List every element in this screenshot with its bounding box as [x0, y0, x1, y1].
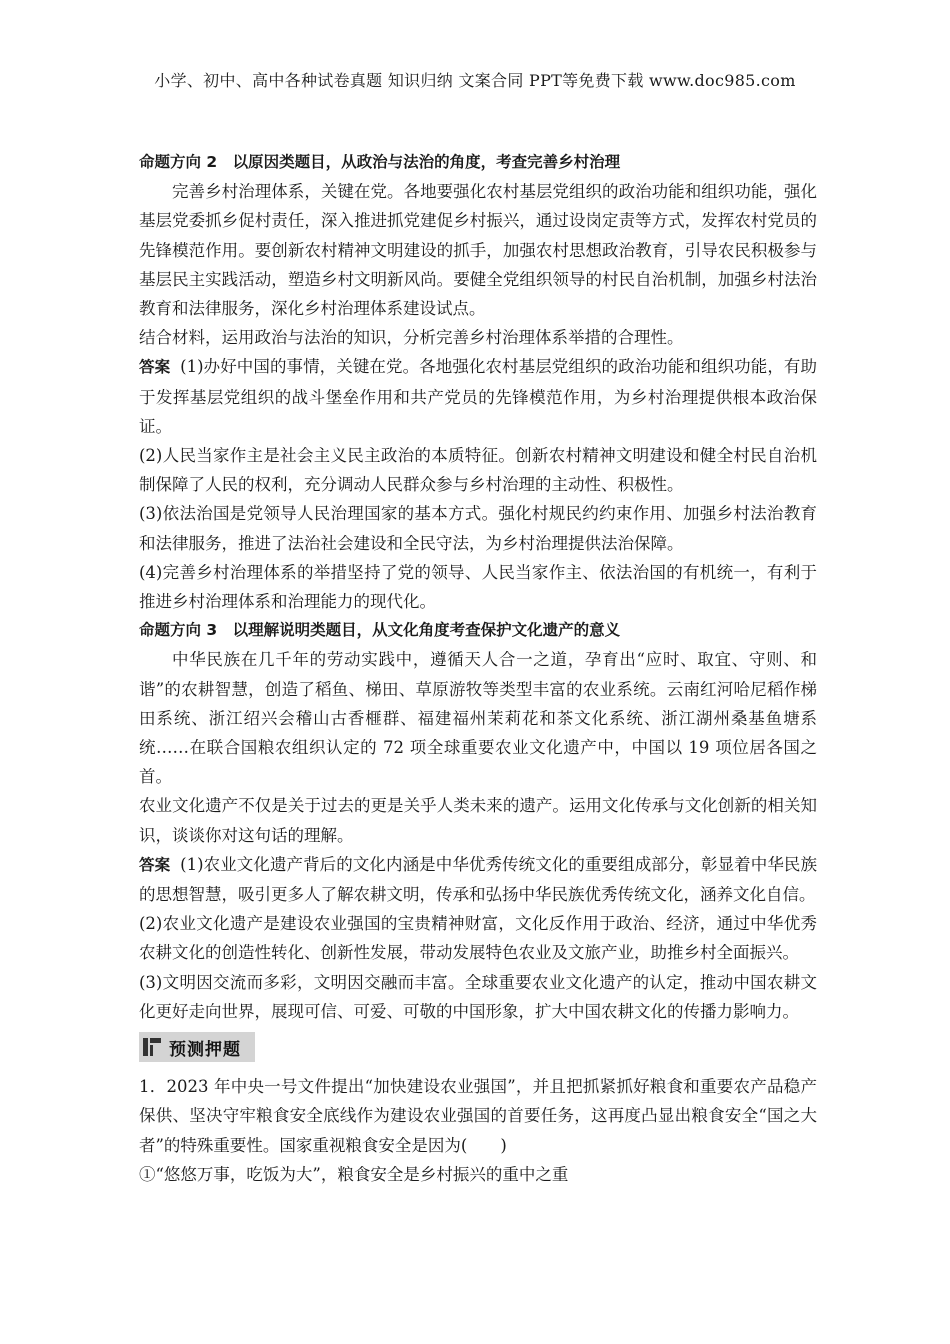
answer-text: (1)农业文化遗产背后的文化内涵是中华优秀传统文化的重要组成部分，彰显着中华民族的思想智慧，吸引更多人了解农耕文明，传承和弘扬中华民族优秀传统文化，涵养文化自信。 [139, 854, 817, 905]
question-1-option-1: ①“悠悠万事，吃饭为大”，粮食安全是乡村振兴的重中之重 [139, 1164, 569, 1184]
direction2-answer-4: (4)完善乡村治理体系的举措坚持了党的领导、人民当家作主、依法治国的有机统一，有利于推进乡村治理体系和治理能力的现代化。 [139, 562, 817, 612]
direction3-answer-2: (2)农业文化遗产是建设农业强国的宝贵精神财富，文化反作用于政治、经济，通过中华优秀农耕文化的创造性转化、创新性发展，带动发展特色农业及文旅产业，助推乡村全面振兴。 [139, 914, 817, 963]
direction3-heading: 命题方向 3 以理解说明类题目，从文化角度考查保护文化遗产的意义 [139, 621, 621, 640]
forecast-section-title: 预测押题 [169, 1039, 241, 1060]
section-marker-icon [143, 1036, 161, 1058]
answer-text: (1)办好中国的事情，关键在党。各地强化农村基层党组织的政治功能和组织功能，有助于发挥基层党组织的战斗堡垒作用和共产党员的先锋模范作用，为乡村治理提供根本政治保证。 [139, 357, 817, 436]
direction3-material: 中华民族在几千年的劳动实践中，遵循天人合一之道，孕育出“应时、取宜、守则、和谐”的农耕智慧，创造了稻鱼、梯田、草原游牧等类型丰富的农业系统。云南红河哈尼稻作梯田系统、浙江绍兴会稽山古香榧群、福建福州茉莉花和茶文化系统、浙江湖州桑基鱼塘系统……在联合国粮农组织认定的 72 项全球重要农业文化遗产中，中国以 19 项位居各国之首。 [139, 650, 817, 787]
forecast-section-bar [139, 1032, 255, 1062]
direction2-answer-3: (3)依法治国是党领导人民治理国家的基本方式。强化村规民约约束作用、加强乡村法治教育和法律服务，推进了法治社会建设和全民守法，为乡村治理提供法治保障。 [139, 504, 817, 553]
answer-label: 答案 [139, 855, 171, 874]
direction2-heading: 命题方向 2 以原因类题目，从政治与法治的角度，考查完善乡村治理 [139, 153, 621, 171]
direction2-answer-1 [139, 352, 817, 441]
main-content [139, 148, 817, 1189]
direction3-answer-3: (3)文明因交流而多彩，文明因交融而丰富。全球重要农业文化遗产的认定，推动中国农耕文化更好走向世界，展现可信、可爱、可敬的中国形象，扩大中国农耕文化的传播力影响力。 [139, 972, 817, 1021]
direction3-question: 农业文化遗产不仅是关于过去的更是关乎人类未来的遗产。运用文化传承与文化创新的相关知识，谈谈你对这句话的理解。 [139, 796, 817, 845]
page-header: 小学、初中、高中各种试卷真题 知识归纳 文案合同 PPT等免费下载 www.doc985.com [154, 71, 796, 90]
direction2-question: 结合材料，运用政治与法治的知识，分析完善乡村治理体系举措的合理性。 [139, 328, 684, 348]
question-1: 1．2023 年中央一号文件提出“加快建设农业强国”，并且把抓紧抓好粮食和重要农产品稳产保供、坚决守牢粮食安全底线作为建设农业强国的首要任务，这再度凸显出粮食安全“国之大者”的特殊重要性。国家重视粮食安全是因为( ) [139, 1077, 817, 1155]
direction2-answer-2: (2)人民当家作主是社会主义民主政治的本质特征。创新农村精神文明建设和健全村民自治机制保障了人民的权利，充分调动人民群众参与乡村治理的主动性、积极性。 [139, 446, 817, 495]
direction3-answer-1 [139, 850, 817, 909]
answer-label: 答案 [139, 358, 171, 377]
direction2-material: 完善乡村治理体系，关键在党。各地要强化农村基层党组织的政治功能和组织功能，强化基层党委抓乡促村责任，深入推进抓党建促乡村振兴，通过设岗定责等方式，发挥农村党员的先锋模范作用。要创新农村精神文明建设的抓手，加强农村思想政治教育，引导农民积极参与基层民主实践活动，塑造乡村文明新风尚。要健全党组织领导的村民自治机制，加强乡村法治教育和法律服务，深化乡村治理体系建设试点。 [139, 182, 817, 319]
